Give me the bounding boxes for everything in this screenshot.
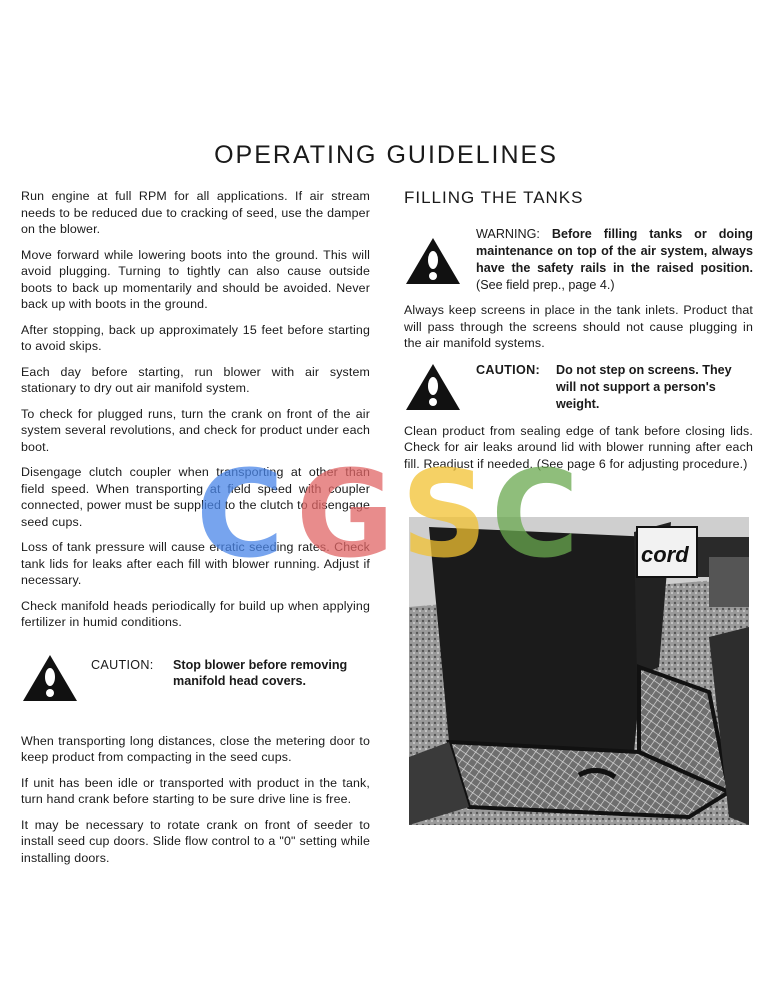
watermark-letter: G <box>296 446 395 578</box>
watermark-letter: C <box>491 446 580 578</box>
paragraph: Loss of tank pressure will cause erratic seeding rates. Check tank lids for leaks after each fill with blower running. Adjust if necessary. <box>21 540 370 587</box>
caution-notice <box>404 362 753 413</box>
warning-text <box>476 226 753 294</box>
caution-text <box>91 657 347 690</box>
watermark-letter: C <box>196 446 285 578</box>
paragraph: Each day before starting, run blower with air system stationary to dry out air manifold system. <box>21 364 370 395</box>
caution-notice <box>21 653 370 703</box>
warning-reference: (See field prep., page 4.) <box>476 278 615 292</box>
warning-message: Before filling tanks or doing maintenance on top of the air system, always have the safety rails in the raised position. <box>476 227 754 275</box>
paragraph: It may be necessary to rotate crank on front of seeder to install seed cup doors. Slide flow control to a "0" setting while installing doors. <box>21 817 370 865</box>
photo-label: cord <box>641 542 689 567</box>
caution-message: Do not step on screens. They will not support a person's weight. <box>556 362 732 411</box>
section-title: FILLING THE TANKS <box>404 188 584 207</box>
paragraph: Always keep screens in place in the tank inlets. Product that will pass through the screens should not cause plugging in the air manifold systems. <box>404 303 753 350</box>
caution-line: Stop blower before removing <box>173 657 348 672</box>
paragraph: Check manifold heads periodically for build up when applying fertilizer in humid conditions. <box>21 598 370 629</box>
right-column <box>404 188 753 481</box>
paragraph: Move forward while lowering boots into the ground. This will avoid plugging. Turning to tightly can also cause outside boots to back up momentarily and should be avoided. Never back up with boots in the ground. <box>21 247 370 311</box>
paragraph: Disengage clutch coupler when transporting at other than field speed. When transporting at field speed with coupler connected, power must be supplied to the clutch to disengage seed cups. <box>21 465 370 529</box>
caution-triangle-icon <box>21 653 79 703</box>
left-column <box>21 188 370 875</box>
warning-label: WARNING: <box>476 227 540 241</box>
warning-notice <box>404 226 753 294</box>
tank-photo <box>409 517 749 825</box>
paragraph: If unit has been idle or transported with product in the tank, turn hand crank before starting to be sure drive line is free. <box>21 775 370 806</box>
caution-label: CAUTION: <box>91 657 154 672</box>
paragraph: Run engine at full RPM for all applications. If air stream needs to be reduced due to cracking of seed, use the damper on the blower. <box>21 189 370 236</box>
watermark-letter: S <box>401 446 488 578</box>
paragraph: When transporting long distances, close the metering door to keep product from compacting in the seed cups. <box>21 733 370 764</box>
paragraph: Clean product from sealing edge of tank before closing lids. Check for air leaks around lid with blower running after each fill. Readjust if needed. (See page 6 for adjusting procedure.) <box>404 423 753 471</box>
warning-triangle-icon <box>404 236 462 286</box>
paragraph: After stopping, back up approximately 15 feet before starting to avoid skips. <box>21 322 370 353</box>
caution-label: CAUTION: <box>476 362 540 377</box>
page-title: OPERATING GUIDELINES <box>214 140 558 169</box>
caution-triangle-icon <box>404 362 462 412</box>
caution-line: manifold head covers. <box>173 674 306 688</box>
paragraph: To check for plugged runs, turn the crank on front of the air system several revolutions, and check for product under each boot. <box>21 406 370 454</box>
